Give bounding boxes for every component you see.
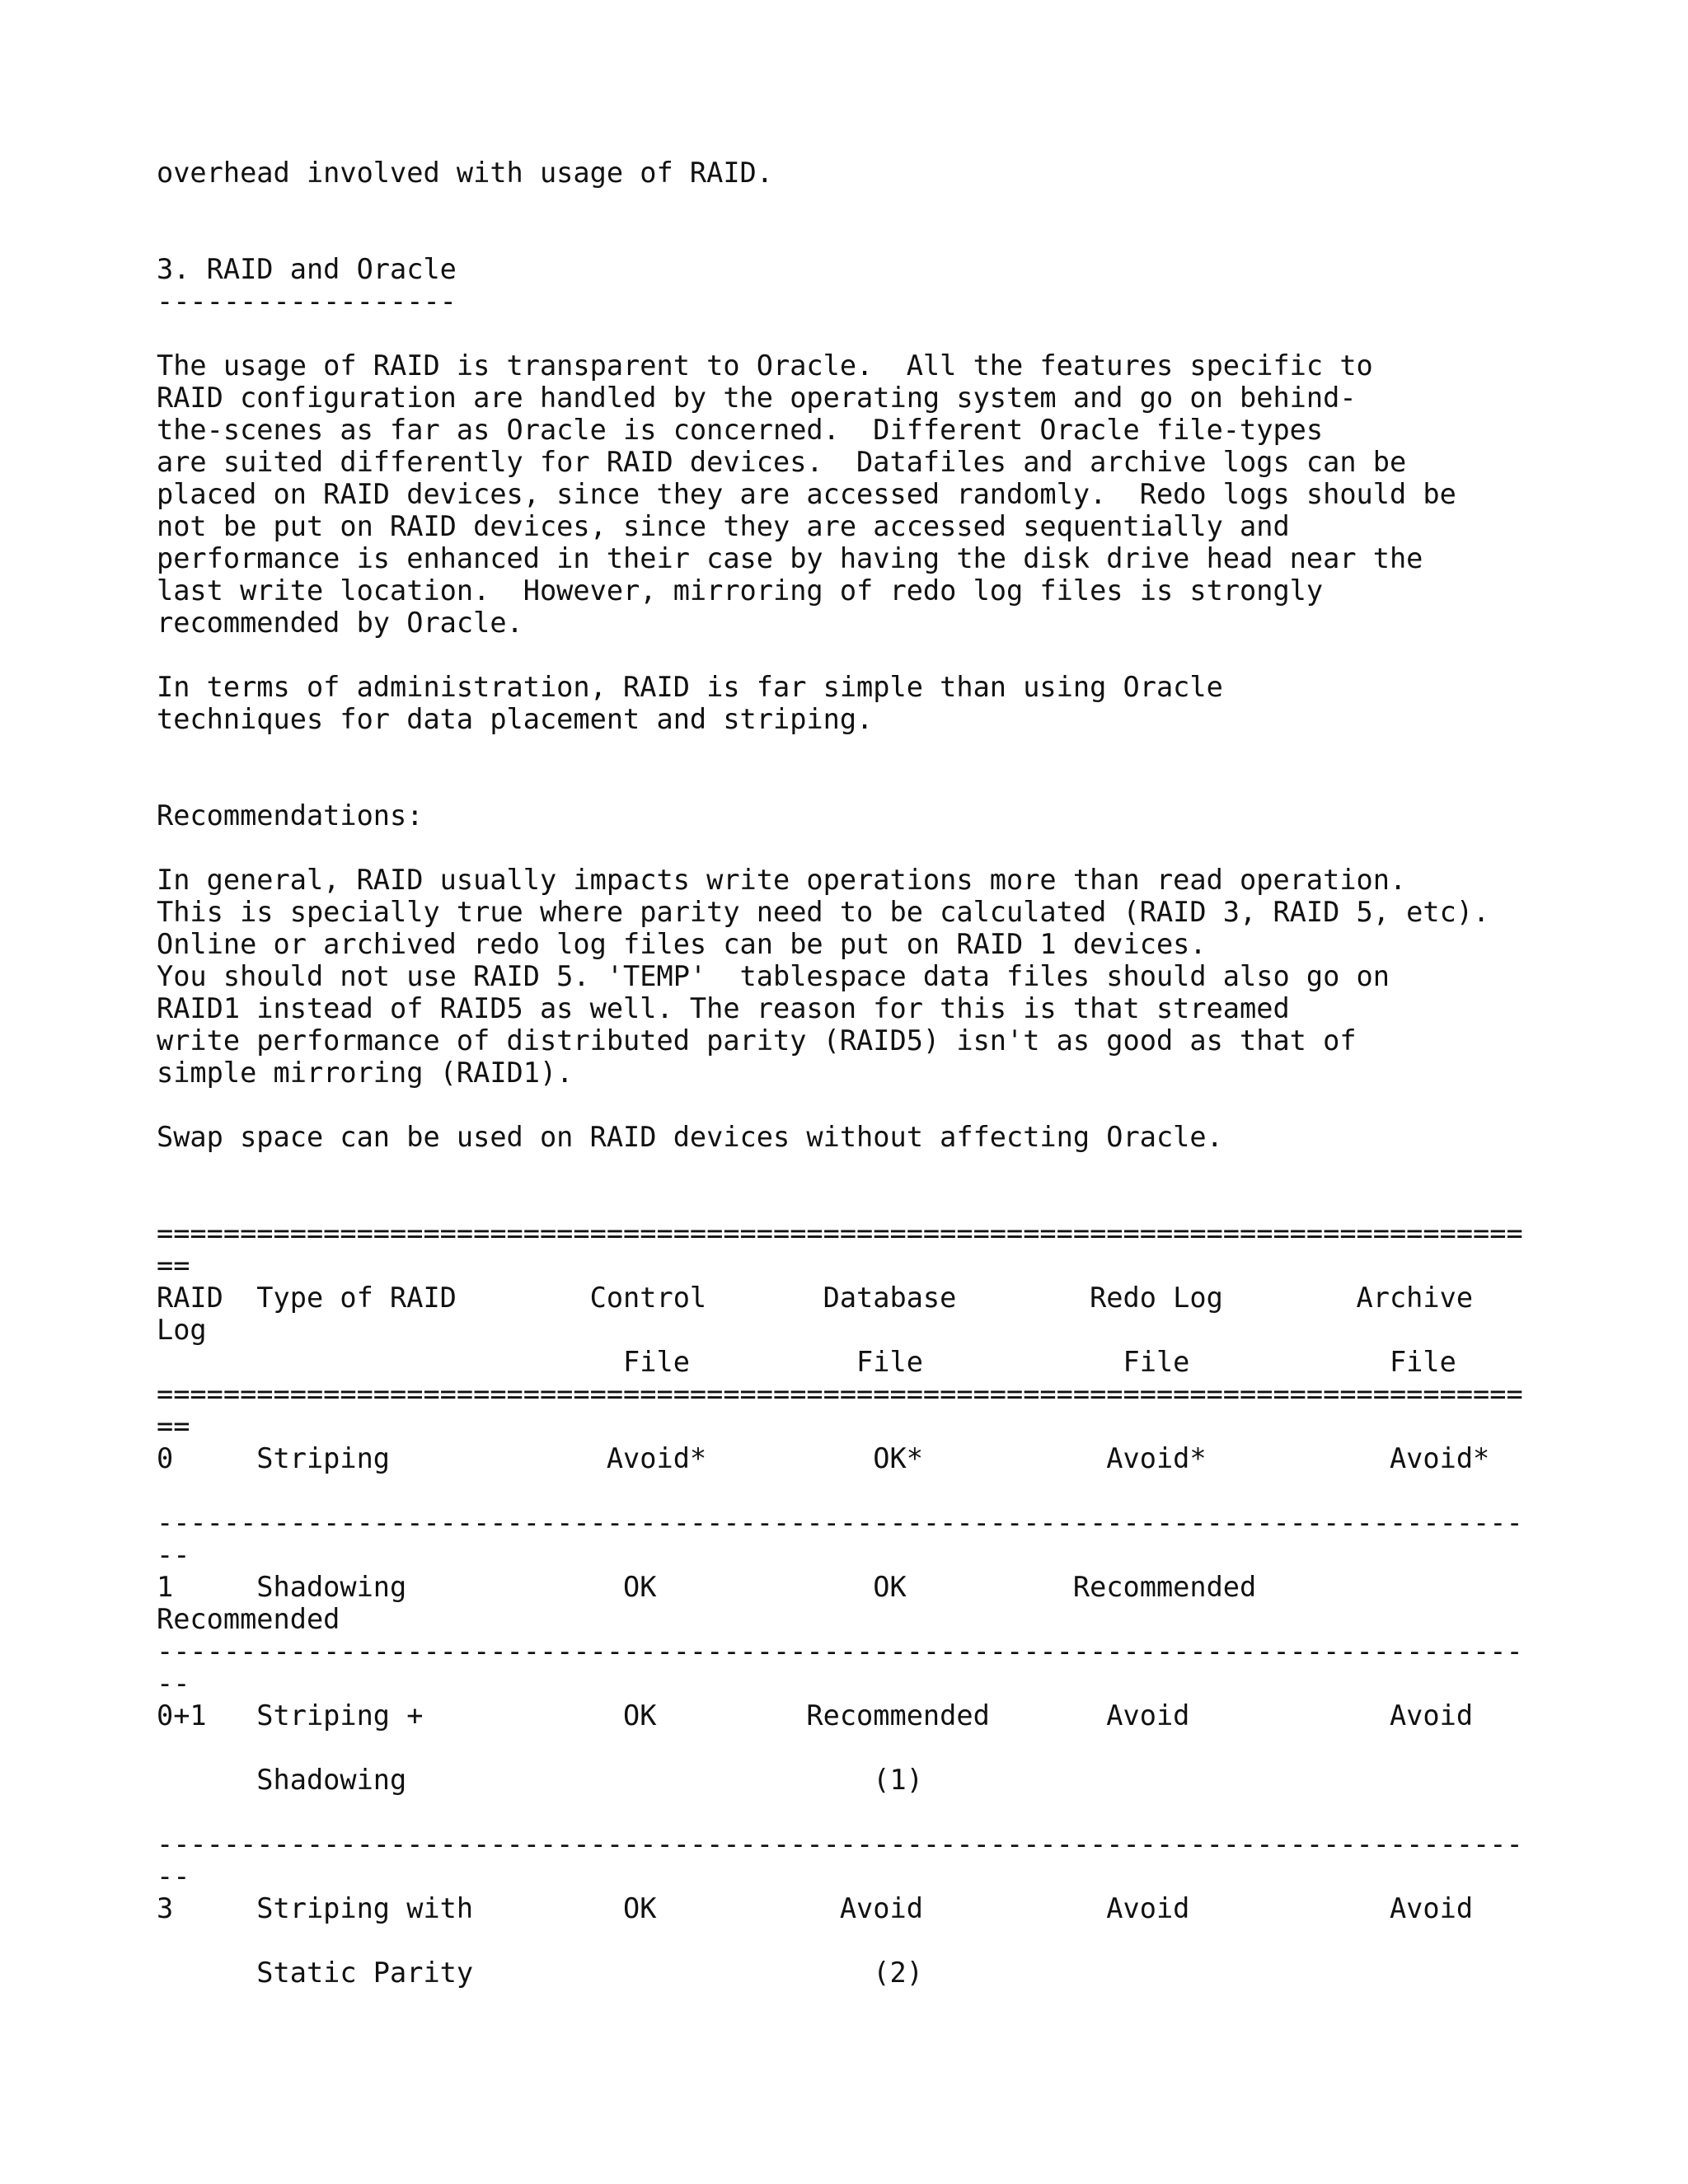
text-line: placed on RAID devices, since they are accessed randomly. Redo logs should be bbox=[157, 478, 1456, 510]
text-line: overhead involved with usage of RAID. bbox=[157, 157, 773, 189]
text-line: ---------------------------------------------------------------------------------- bbox=[157, 1635, 1523, 1667]
document-text bbox=[157, 157, 1523, 1989]
text-line bbox=[157, 1796, 1523, 1828]
text-line bbox=[157, 189, 1523, 221]
text-line bbox=[157, 1153, 1523, 1185]
text-line: This is specially true where parity need to be calculated (RAID 3, RAID 5, etc). bbox=[157, 896, 1490, 928]
text-line: ================================================================================== bbox=[157, 1217, 1523, 1249]
text-line bbox=[157, 832, 1523, 864]
text-line bbox=[157, 767, 1523, 799]
text-line: -- bbox=[157, 1539, 190, 1571]
text-line: Online or archived redo log files can be put on RAID 1 devices. bbox=[157, 928, 1207, 960]
text-line: == bbox=[157, 1410, 190, 1442]
text-line: 3 Striping with OK Avoid Avoid Avoid bbox=[157, 1892, 1474, 1924]
text-line: ---------------------------------------------------------------------------------- bbox=[157, 1507, 1523, 1539]
text-line: 0+1 Striping + OK Recommended Avoid Avoid bbox=[157, 1699, 1474, 1732]
text-line bbox=[157, 1474, 1523, 1507]
text-line: In terms of administration, RAID is far simple than using Oracle bbox=[157, 671, 1223, 703]
text-line: ---------------------------------------------------------------------------------- bbox=[157, 1828, 1523, 1860]
text-line: Recommended bbox=[157, 1603, 340, 1635]
text-line bbox=[157, 735, 1523, 767]
text-line: 3. RAID and Oracle bbox=[157, 253, 457, 285]
text-line: File File File File bbox=[157, 1346, 1456, 1378]
text-line bbox=[157, 1089, 1523, 1121]
text-line: 1 Shadowing OK OK Recommended bbox=[157, 1571, 1257, 1603]
text-line: recommended by Oracle. bbox=[157, 607, 523, 639]
text-line bbox=[157, 221, 1523, 253]
text-line: RAID1 instead of RAID5 as well. The reason for this is that streamed bbox=[157, 992, 1290, 1024]
text-line: Static Parity (2) bbox=[157, 1957, 923, 1989]
text-line: ================================================================================== bbox=[157, 1378, 1523, 1410]
text-line: == bbox=[157, 1249, 190, 1282]
text-line: Shadowing (1) bbox=[157, 1764, 923, 1796]
text-line: write performance of distributed parity (RAID5) isn't as good as that of bbox=[157, 1024, 1357, 1057]
text-line: the-scenes as far as Oracle is concerned. Different Oracle file-types bbox=[157, 414, 1324, 446]
text-line bbox=[157, 639, 1523, 671]
text-line: You should not use RAID 5. 'TEMP' tablespace data files should also go on bbox=[157, 960, 1390, 992]
text-line bbox=[157, 1924, 1523, 1957]
text-line: techniques for data placement and striping. bbox=[157, 703, 874, 735]
text-line: -- bbox=[157, 1667, 190, 1699]
text-line bbox=[157, 1185, 1523, 1217]
text-line: Log bbox=[157, 1314, 207, 1346]
text-line: RAID configuration are handled by the operating system and go on behind- bbox=[157, 382, 1357, 414]
text-line: The usage of RAID is transparent to Oracle. All the features specific to bbox=[157, 349, 1373, 382]
text-line bbox=[157, 1732, 1523, 1764]
text-line: ------------------ bbox=[157, 285, 457, 317]
text-line: performance is enhanced in their case by having the disk drive head near the bbox=[157, 542, 1423, 574]
text-line: are suited differently for RAID devices. Datafiles and archive logs can be bbox=[157, 446, 1407, 478]
text-line: not be put on RAID devices, since they are accessed sequentially and bbox=[157, 510, 1290, 542]
text-line: RAID Type of RAID Control Database Redo Log Archive bbox=[157, 1282, 1474, 1314]
text-line: 0 Striping Avoid* OK* Avoid* Avoid* bbox=[157, 1442, 1490, 1474]
text-line: simple mirroring (RAID1). bbox=[157, 1057, 574, 1089]
text-line: last write location. However, mirroring of redo log files is strongly bbox=[157, 574, 1324, 607]
text-line: Swap space can be used on RAID devices without affecting Oracle. bbox=[157, 1121, 1223, 1153]
text-line bbox=[157, 317, 1523, 349]
text-line: -- bbox=[157, 1860, 190, 1892]
text-line: Recommendations: bbox=[157, 799, 424, 832]
text-line: In general, RAID usually impacts write operations more than read operation. bbox=[157, 864, 1407, 896]
